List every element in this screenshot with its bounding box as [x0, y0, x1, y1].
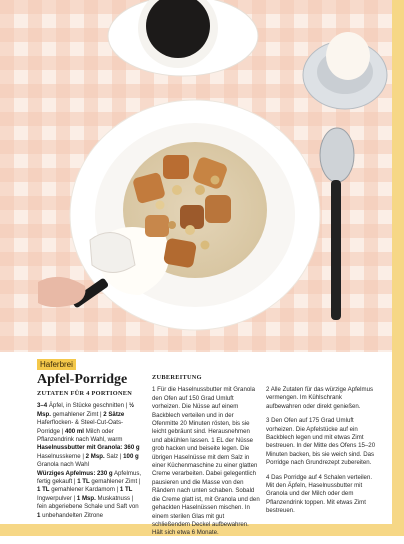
ingredient-text: gemahlener Zimt |	[50, 410, 104, 418]
ingredient-text: 3–4	[37, 402, 48, 410]
ingredient-text: Haferflocken- & Steel-Cut-Oats-Porridge |	[37, 419, 124, 435]
ingredient-group	[37, 444, 142, 469]
ingredient-text: ½ Msp.	[37, 402, 135, 418]
ingredient-text: Apfelmus, fertig gekauft |	[37, 469, 142, 486]
steps-heading: ZUBEREITUNG	[152, 374, 202, 381]
ingredient-text: gemahlener Zimt |	[89, 478, 141, 486]
servings-heading: ZUTATEN FÜR 4 PORTIONEN	[37, 390, 133, 397]
ingredient-text: 1	[37, 511, 41, 519]
step-1: 1 Für die Haselnussbutter mit Granola den Ofen auf 150 Grad Umluft vorheizen. Die Nüsse auf einem Backblech verteilen und in der Ofenmitte 20 Minuten rösten, bis sie leicht gebräunt sind. Herausnehmen und abkühlen lassen. 1 EL der Nüsse grob hacken und beiseite legen. Die übrigen Haselnüsse mit dem Salz in einer Küchenmaschine zu einer glatten Creme verarbeiten. Dabei gelegentlich pausieren und die Masse von den Rändern nach unten schaben. Sobald die Creme glatt ist, mit Granola und den gehackten Haselnüssen mischen. In einem sterilen Glas mit gut schließendem Deckel aufbewahren. Hält sich etwa 6 Monate.	[152, 386, 260, 537]
ingredient-group	[37, 470, 142, 520]
category-tag: Haferbrei	[37, 359, 76, 370]
ingredient-text: 400 ml	[65, 427, 84, 435]
steps-column-1	[152, 374, 260, 544]
ingredient-text: unbehandelten Zitrone	[40, 511, 104, 519]
ingredient-text: 1 Msp.	[76, 494, 96, 502]
step-2: 2 Alle Zutaten für das würzige Apfelmus vermengen. Im Kühlschrank aufbewahren oder direkt genießen.	[266, 386, 374, 410]
ingredient-text: 360 g	[124, 444, 140, 452]
ingredient-text: Ingwerpulver |	[37, 494, 77, 502]
step-3: 3 Den Ofen auf 175 Grad Umluft vorheizen. Die Apfelstücke auf ein Backblech legen und mit etwas Zimt bestreuen. In der Mitte des Ofens 15–20 Minuten backen, bis sie weich sind. Das Porridge nach Grundrezept zubereiten.	[266, 417, 376, 467]
ingredient-text: Salz |	[104, 452, 124, 460]
ingredient-text: Äpfel, in Stücke geschnitten |	[47, 402, 130, 410]
recipe-title: Apfel-Porridge	[37, 372, 128, 387]
ingredients-list	[37, 402, 142, 520]
ingredients-column	[37, 390, 142, 520]
ingredient-text: Würziges Apfelmus: 230 g	[37, 469, 113, 477]
ingredient-text: Milch oder Pflanzendrink nach Wahl, warm	[37, 427, 123, 444]
ingredient-text: 1 TL	[37, 486, 50, 494]
ingredient-text: Granola nach Wahl	[37, 461, 89, 469]
ingredient-text: 2 Sätze	[103, 410, 125, 418]
ingredient-text: Haselnusskerne |	[37, 452, 86, 460]
ingredient-text: Haselnussbutter mit Granola:	[37, 444, 123, 452]
page-edge-strip	[392, 0, 404, 536]
ingredient-text: 2 Msp.	[85, 452, 105, 460]
ingredient-text: Muskatnuss | fein abgeriebene Schale und Saft von	[37, 494, 139, 511]
ingredient-text: 1 TL	[119, 486, 133, 494]
ingredient-group	[37, 402, 142, 444]
ingredient-text: gemahlener Kardamom |	[49, 486, 120, 494]
step-4: 4 Das Porridge auf 4 Schalen verteilen. Mit den Äpfeln, Haselnussbutter mit Granola und der Milch oder dem Pflanzendrink toppen. Mit etwas Zimt bestreuen.	[266, 473, 373, 515]
steps-column-2	[266, 386, 376, 522]
ingredient-text: 100 g	[123, 452, 139, 460]
ingredient-text: 1 TL	[77, 478, 90, 486]
